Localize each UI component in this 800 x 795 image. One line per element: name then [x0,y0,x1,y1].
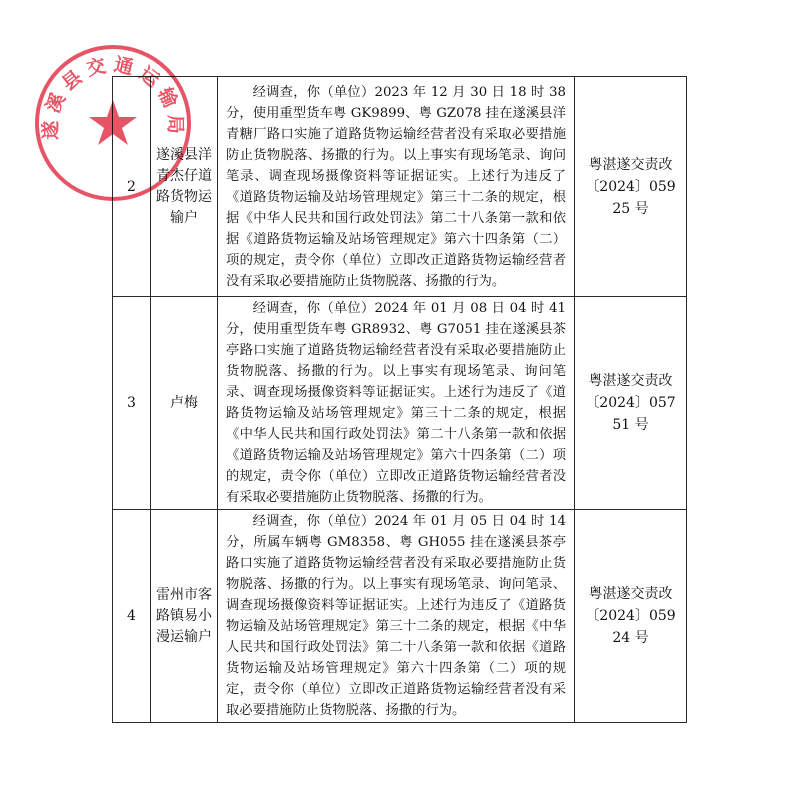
row-index: 4 [113,510,151,723]
row-index: 2 [113,77,151,297]
violation-description: 经调查，你（单位）2023 年 12 月 30 日 18 时 38 分，使用重型货车粤 GK9899、粤 GZ078 挂在遂溪县洋青糖厂路口实施了道路货物运输经营者没有采取必要措施防止货物脱落、扬撒的行为。以上事实有现场笔录、询问笔录、调查现场摄像资料等证据证实。上述行为违反了《道路货物运输及站场管理规定》第三十二条的规定，根据《中华人民共和国行政处罚法》第二十八条第一款和依据《道路货物运输及站场管理规定》第六十四条第（二）项的规定，责令你（单位）立即改正道路货物运输经营者没有采取必要措施防止货物脱落、扬撒的行为。 [218,77,575,297]
table-row [113,77,687,297]
table-row [113,510,687,723]
document-number: 粤湛遂交责改〔2024〕05924 号 [575,510,687,723]
party-name: 雷州市客路镇易小漫运输户 [151,510,218,723]
row-index: 3 [113,297,151,510]
document-number: 粤湛遂交责改〔2024〕05751 号 [575,297,687,510]
seal-arc-text: 遂溪县交通运输局 [39,53,187,140]
table-row [113,297,687,510]
party-name: 卢梅 [151,297,218,510]
document-number: 粤湛遂交责改〔2024〕05925 号 [575,77,687,297]
party-name: 遂溪县洋青杰仔道路货物运输户 [151,77,218,297]
violation-description: 经调查，你（单位）2024 年 01 月 08 日 04 时 41 分，使用重型货车粤 GR8932、粤 G7051 挂在遂溪县茶亭路口实施了道路货物运输经营者没有采取必要措施防止货物脱落、扬撒的行为。以上事实有现场笔录、询问笔录、调查现场摄像资料等证据证实。上述行为违反了《道路货物运输及站场管理规定》第三十二条的规定，根据《中华人民共和国行政处罚法》第二十八条第一款和依据《道路货物运输及站场管理规定》第六十四条第（二）项的规定，责令你（单位）立即改正道路货物运输经营者没有采取必要措施防止货物脱落、扬撒的行为。 [218,297,575,510]
penalty-records-table [112,76,687,723]
violation-description: 经调查，你（单位）2024 年 01 月 05 日 04 时 14 分，所属车辆粤 GM8358、粤 GH055 挂在遂溪县茶亭路口实施了道路货物运输经营者没有采取必要措施防止货物脱落、扬撒的行为。以上事实有现场笔录、询问笔录、调查现场摄像资料等证据证实。上述行为违反了《道路货物运输及站场管理规定》第三十二条的规定，根据《中华人民共和国行政处罚法》第二十八条第一款和依据《道路货物运输及站场管理规定》第六十四条第（二）项的规定，责令你（单位）立即改正道路货物运输经营者没有采取必要措施防止货物脱落、扬撒的行为。 [218,510,575,723]
